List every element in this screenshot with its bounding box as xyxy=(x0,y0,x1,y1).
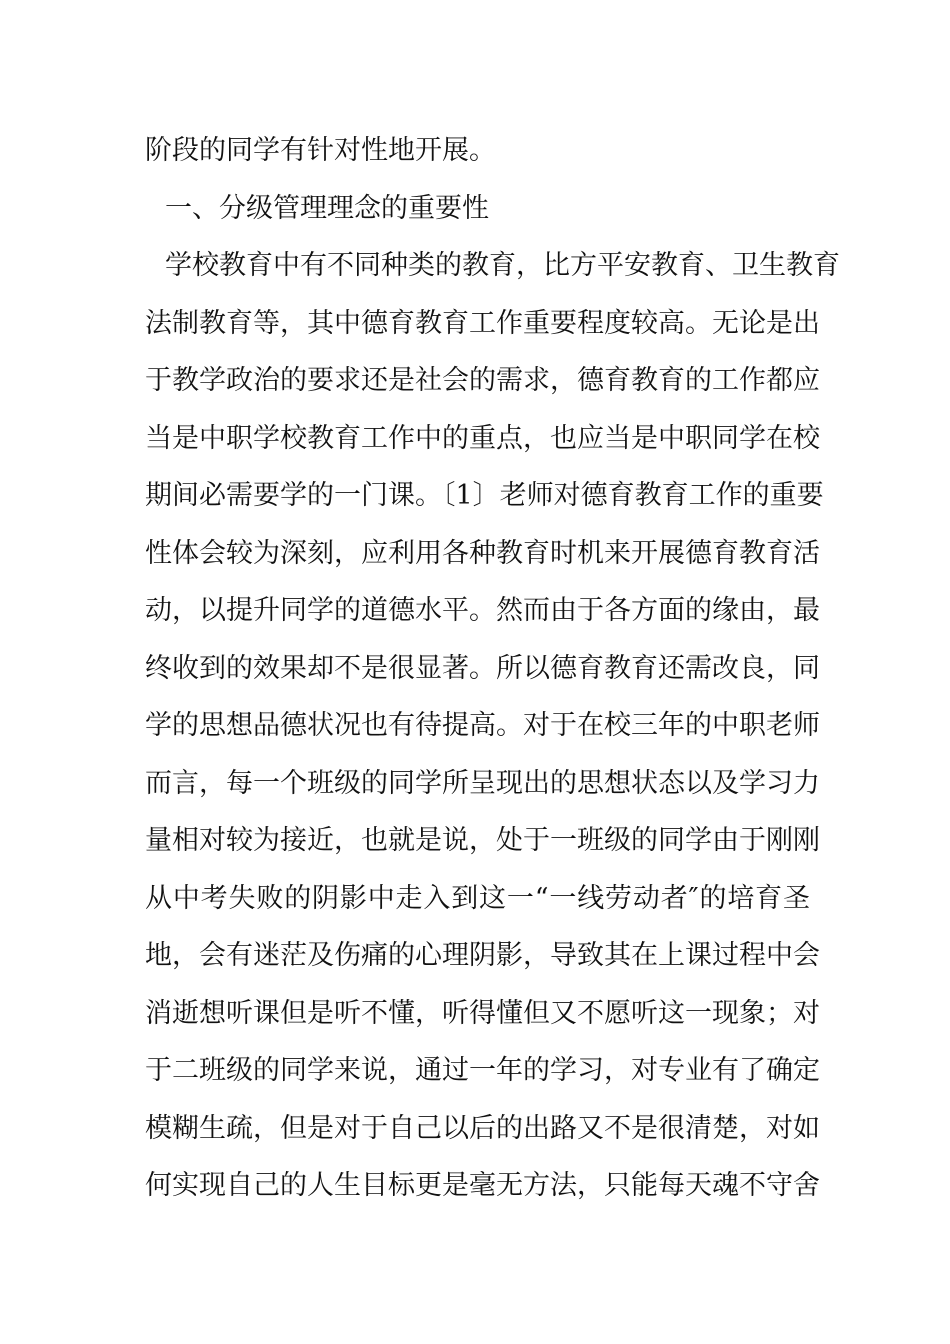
text-line: 模糊生疏，但是对于自己以后的出路又不是很清楚，对如 xyxy=(145,1112,820,1144)
text-line: 何实现自己的人生目标更是毫无方法，只能每天魂不守舍 xyxy=(145,1170,820,1201)
text-line: 动，以提升同学的道德水平。然而由于各方面的缘由，最 xyxy=(145,595,820,626)
text-line: 消逝想听课但是听不懂，听得懂但又不愿听这一现象；对 xyxy=(145,997,820,1029)
text-line: 当是中职学校教育工作中的重点，也应当是中职同学在校 xyxy=(145,422,820,454)
text-line: 学校教育中有不同种类的教育，比方平安教育、卫生教育 xyxy=(165,250,840,281)
text-line: 阶段的同学有针对性地开展。 xyxy=(145,135,496,166)
text-line: 性体会较为深刻，应利用各种教育时机来开展德育教育活 xyxy=(145,537,820,569)
text-line: 而言，每一个班级的同学所呈现出的思想状态以及学习力 xyxy=(145,767,820,799)
text-line: 法制教育等，其中德育教育工作重要程度较高。无论是出 xyxy=(145,307,820,339)
text-line: 终收到的效果却不是很显著。所以德育教育还需改良，同 xyxy=(145,652,820,684)
body-text xyxy=(145,122,840,1215)
text-line: 于二班级的同学来说，通过一年的学习，对专业有了确定 xyxy=(145,1055,820,1086)
section-heading: 一、分级管理理念的重要性 xyxy=(165,192,489,224)
text-line: 于教学政治的要求还是社会的需求，德育教育的工作都应 xyxy=(145,365,820,396)
text-line: 从中考失败的阴影中走入到这一“一线劳动者″的培育圣 xyxy=(145,882,810,914)
text-line: 学的思想品德状况也有待提高。对于在校三年的中职老师 xyxy=(145,710,820,741)
text-line: 期间必需要学的一门课。〔1〕老师对德育教育工作的重要 xyxy=(145,480,824,511)
text-line: 地，会有迷茫及伤痛的心理阴影，导致其在上课过程中会 xyxy=(145,940,820,971)
text-line: 量相对较为接近，也就是说，处于一班级的同学由于刚刚 xyxy=(145,825,820,856)
